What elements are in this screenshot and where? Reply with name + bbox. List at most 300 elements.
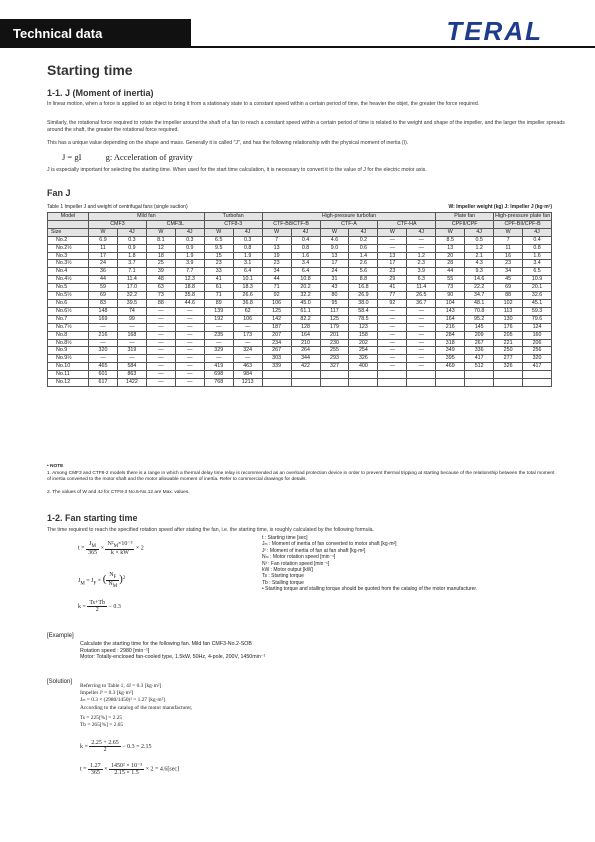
column-header: 4J	[407, 228, 436, 236]
value-cell: 125	[320, 315, 349, 323]
table-row	[48, 315, 552, 323]
value-cell: 1.2	[465, 244, 494, 252]
value-cell: 16	[494, 252, 523, 260]
value-cell: 318	[436, 339, 465, 347]
value-cell: 235	[204, 331, 233, 339]
value-cell: —	[204, 323, 233, 331]
value-cell	[378, 371, 407, 379]
value-cell: 8.1	[146, 236, 175, 244]
value-cell: 20.2	[291, 284, 320, 292]
subgroup-header: CTF-A	[320, 220, 378, 228]
value-cell: 45.1	[523, 299, 552, 307]
page-header	[0, 0, 595, 48]
note-2: 2. The values of W and 4J for CTF8-3 No.6-No.12 are Max. values.	[47, 490, 190, 495]
table-row	[48, 307, 552, 315]
value-cell: 1.4	[349, 252, 378, 260]
value-cell: 254	[349, 347, 378, 355]
value-cell: 8.5	[436, 236, 465, 244]
table-row	[48, 339, 552, 347]
value-cell: —	[175, 323, 204, 331]
value-cell: 80	[320, 292, 349, 300]
value-cell: —	[407, 236, 436, 244]
value-cell: 26.9	[349, 292, 378, 300]
value-cell: 284	[436, 331, 465, 339]
value-cell: —	[233, 339, 262, 347]
value-cell: 2.1	[465, 252, 494, 260]
value-cell: 863	[117, 371, 146, 379]
value-cell	[523, 371, 552, 379]
symbol-list	[262, 535, 477, 593]
table-caption: Table 1 Impeller J and weight of centrifugal fans (single suction)	[47, 204, 188, 210]
value-cell: 44	[436, 268, 465, 276]
value-cell: 7.1	[117, 268, 146, 276]
size-cell: No.3½	[48, 260, 89, 268]
value-cell: 63	[146, 284, 175, 292]
fan-j-table	[47, 212, 552, 387]
inertia-formula	[62, 152, 193, 162]
value-cell: —	[175, 331, 204, 339]
value-cell: 303	[262, 355, 291, 363]
value-cell: —	[146, 323, 175, 331]
value-cell: —	[378, 331, 407, 339]
value-cell: 58.4	[349, 307, 378, 315]
example-line: Rotation speed : 2980 [min⁻¹]	[80, 647, 150, 654]
value-cell: 0.8	[233, 244, 262, 252]
value-cell: —	[407, 331, 436, 339]
value-cell: 264	[291, 347, 320, 355]
value-cell: 44.6	[175, 299, 204, 307]
value-cell: 0.2	[349, 236, 378, 244]
value-cell: —	[378, 363, 407, 371]
value-cell: 160	[523, 331, 552, 339]
value-cell: 6.5	[523, 268, 552, 276]
solution-line: Jₘ = 0.3 × (2980/1450)² = 1.27 [kg·m²]	[80, 697, 166, 704]
inertia-paragraph-4: J is especially important for selecting the starting time. When used for the start time calculation, it is necessary to convert it to the value of J for the electric motor axis.	[47, 167, 427, 173]
column-header: 4J	[117, 228, 146, 236]
value-cell: 36	[89, 268, 118, 276]
column-header: W	[204, 228, 233, 236]
symbol-item: Nₘ : Motor rotation speed [min⁻¹]	[262, 554, 336, 561]
value-cell: 0.3	[175, 236, 204, 244]
value-cell: 106	[233, 315, 262, 323]
column-header: 4J	[349, 228, 378, 236]
value-cell: 73	[146, 292, 175, 300]
subgroup-header: CTF8-3	[204, 220, 262, 228]
table-row	[48, 331, 552, 339]
value-cell: 41	[378, 284, 407, 292]
table-row	[48, 299, 552, 307]
value-cell: 39	[146, 268, 175, 276]
section-heading-starting-time: 1-2. Fan starting time	[47, 513, 138, 523]
subgroup-header: CMF3L	[146, 220, 204, 228]
value-cell	[436, 379, 465, 387]
value-cell: 221	[494, 339, 523, 347]
value-cell: 465	[89, 363, 118, 371]
value-cell	[494, 379, 523, 387]
value-cell: 59.3	[523, 307, 552, 315]
header-title: Technical data	[13, 26, 103, 41]
inertia-paragraph-3: This has a unique value depending on the shape and mass. Generally it is called "J", and has the following relationship with the physical moment of inertia (I).	[47, 140, 409, 146]
value-cell: —	[378, 307, 407, 315]
value-cell: 187	[262, 323, 291, 331]
value-cell: 179	[320, 323, 349, 331]
value-cell: 23	[494, 260, 523, 268]
value-cell: 256	[523, 347, 552, 355]
value-cell: 3.7	[117, 260, 146, 268]
symbol-item: Jᶠ : Moment of inertia of fan at fan shaft [kg·m²]	[262, 547, 366, 554]
size-cell: No.2½	[48, 244, 89, 252]
value-cell: 417	[465, 355, 494, 363]
value-cell: 23	[204, 260, 233, 268]
torque-factor-formula: k = $\frac{Ts+Tb}{2}$ − 0.3	[78, 600, 121, 613]
starting-time-formula: t = $\frac{J_M}{365}$ × $\frac{N^2_M\times 10^{-3}}{k \times kW}$ × 2	[78, 540, 144, 557]
value-cell	[320, 371, 349, 379]
value-cell: —	[89, 355, 118, 363]
value-cell: —	[146, 355, 175, 363]
value-cell: —	[175, 347, 204, 355]
value-cell: 584	[117, 363, 146, 371]
value-cell: 43	[320, 284, 349, 292]
value-cell: 32.2	[291, 292, 320, 300]
value-cell: 400	[349, 363, 378, 371]
solution-text	[80, 683, 192, 729]
value-cell: 33	[204, 268, 233, 276]
value-cell: —	[146, 315, 175, 323]
value-cell: 173	[233, 331, 262, 339]
group-header: Turbofan	[204, 213, 262, 221]
value-cell: 210	[291, 339, 320, 347]
table-row	[48, 347, 552, 355]
value-cell: 326	[494, 363, 523, 371]
value-cell: 71	[204, 292, 233, 300]
group-header: High-pressure turbofan	[262, 213, 436, 221]
value-cell: —	[146, 371, 175, 379]
value-cell: 277	[494, 355, 523, 363]
size-cell: No.7	[48, 315, 89, 323]
value-cell: 0.9	[175, 244, 204, 252]
column-header: W	[146, 228, 175, 236]
value-cell: —	[407, 363, 436, 371]
value-cell: 123	[349, 323, 378, 331]
value-cell: 0.5	[465, 236, 494, 244]
value-cell: 95.2	[465, 315, 494, 323]
column-header: W	[378, 228, 407, 236]
value-cell: 74	[117, 307, 146, 315]
value-cell: 73	[436, 284, 465, 292]
value-cell: 5.6	[349, 268, 378, 276]
value-cell: 230	[320, 339, 349, 347]
table-row	[48, 323, 552, 331]
value-cell: 1422	[117, 379, 146, 387]
value-cell: 48	[146, 276, 175, 284]
value-cell	[494, 371, 523, 379]
value-cell: —	[146, 331, 175, 339]
value-cell: —	[117, 355, 146, 363]
value-cell: —	[233, 323, 262, 331]
symbol-item: Tb : Stalling torque	[262, 579, 304, 586]
size-cell: No.4½	[48, 276, 89, 284]
solution-line: Impeller Jᶠ = 0.3 [kg·m²]	[80, 690, 134, 697]
value-cell: 1.9	[175, 252, 204, 260]
model-header: Model	[48, 213, 89, 221]
value-cell: 4.3	[465, 260, 494, 268]
table-row	[48, 371, 552, 379]
table-row	[48, 355, 552, 363]
value-cell: 36.7	[407, 299, 436, 307]
symbol-item: t : Starting time [sec]	[262, 535, 308, 541]
value-cell: —	[407, 355, 436, 363]
value-cell: —	[146, 339, 175, 347]
value-cell: 95	[320, 299, 349, 307]
value-cell: 1.6	[291, 252, 320, 260]
column-header: 4J	[233, 228, 262, 236]
value-cell: —	[117, 323, 146, 331]
value-cell: 216	[89, 331, 118, 339]
solution-line: Tb = 265[%] = 2.65	[80, 722, 124, 729]
value-cell: 349	[436, 347, 465, 355]
group-header: High-pressure plate fan	[495, 213, 551, 219]
value-cell: 11	[494, 244, 523, 252]
size-cell: No.9	[48, 347, 89, 355]
value-cell: 17	[378, 260, 407, 268]
solution-line: According to the catalog of the motor manufacturer,	[80, 704, 193, 711]
value-cell: 45	[494, 276, 523, 284]
value-cell: 12.3	[175, 276, 204, 284]
value-cell: 209	[465, 331, 494, 339]
inertia-paragraph-1: In linear motion, when a force is applied to an object to bring it from a stationary state to a constant speed within a certain period of time, the heavier the objet, the greater the force required.	[47, 101, 480, 107]
value-cell: 9.3	[465, 268, 494, 276]
size-cell: No.12	[48, 379, 89, 387]
value-cell: 10.8	[291, 276, 320, 284]
value-cell: 62	[233, 307, 262, 315]
value-cell: 11.4	[407, 284, 436, 292]
value-cell: 984	[233, 371, 262, 379]
value-cell: 23	[378, 268, 407, 276]
value-cell: 267	[262, 347, 291, 355]
size-cell: No.4	[48, 268, 89, 276]
table-row	[48, 284, 552, 292]
value-cell: 0.4	[523, 236, 552, 244]
value-cell: 28	[436, 260, 465, 268]
value-cell: 113	[494, 307, 523, 315]
value-cell: 77	[378, 292, 407, 300]
value-cell: 35.8	[175, 292, 204, 300]
size-cell: No.2	[48, 236, 89, 244]
value-cell: 83	[89, 299, 118, 307]
example-line: Calculate the starting time for the following fan. Mild fan CMF3-No.2-SOB	[80, 641, 252, 647]
table-row	[48, 268, 552, 276]
value-cell: 148	[89, 307, 118, 315]
value-cell: 1213	[233, 379, 262, 387]
size-cell: No.6½	[48, 307, 89, 315]
value-cell: 2.3	[407, 260, 436, 268]
value-cell: 1.8	[117, 252, 146, 260]
value-cell: 41	[204, 276, 233, 284]
table-row	[48, 252, 552, 260]
value-cell: 168	[117, 331, 146, 339]
value-cell: 469	[436, 363, 465, 371]
value-cell: 124	[523, 323, 552, 331]
symbol-item: • Starting torque and stalling torque should be quoted from the catalog of the motor manufacturer.	[262, 586, 478, 593]
value-cell: —	[204, 355, 233, 363]
value-cell: 13	[320, 252, 349, 260]
subgroup-header: CMF3	[89, 220, 147, 228]
value-cell: 24	[89, 260, 118, 268]
value-cell: 768	[204, 379, 233, 387]
value-cell: 3.4	[291, 260, 320, 268]
value-cell: 26.6	[233, 292, 262, 300]
value-cell: 29	[378, 276, 407, 284]
value-cell: —	[89, 323, 118, 331]
size-cell: No.10	[48, 363, 89, 371]
symbol-item: kW : Motor output [kW]	[262, 567, 313, 574]
value-cell: —	[378, 244, 407, 252]
value-cell: —	[378, 339, 407, 347]
value-cell: 12	[146, 244, 175, 252]
value-cell	[349, 379, 378, 387]
value-cell: 698	[204, 371, 233, 379]
table-row	[48, 244, 552, 252]
value-cell: 216	[436, 323, 465, 331]
column-header: 4J	[465, 228, 494, 236]
value-cell: 78.5	[349, 315, 378, 323]
value-cell: 6.9	[89, 236, 118, 244]
value-cell: 250	[494, 347, 523, 355]
value-cell: 201	[320, 331, 349, 339]
value-cell: 8.8	[349, 276, 378, 284]
starting-time-intro: The time required to reach the specified rotation speed after stating the fan, i.e. the starting time, is roughly calculated by the following formula.	[47, 527, 374, 533]
value-cell: 326	[349, 355, 378, 363]
solution-line: Ts = 225[%] = 2.25	[80, 714, 123, 721]
blank-header	[48, 220, 89, 228]
solution-t-formula: t = $\frac{1.27}{365}$ × $\frac{\text{1450² × 10⁻³}}{2.15 \times 1.5}$ × 2 = 4.6[sec]	[80, 762, 180, 776]
subgroup-header: CPF-BII/CPF-B	[494, 220, 552, 228]
value-cell: 90	[436, 292, 465, 300]
value-cell: 88	[146, 299, 175, 307]
value-cell: 344	[291, 355, 320, 363]
value-cell: —	[146, 379, 175, 387]
solution-label: [Solution]	[47, 679, 73, 685]
value-cell: —	[175, 307, 204, 315]
value-cell: 3.4	[523, 260, 552, 268]
symbol-item: Jₘ : Moment of inertia of fan converted to motor shaft [kg·m²]	[262, 541, 397, 548]
value-cell: —	[407, 347, 436, 355]
value-cell: 1.9	[233, 252, 262, 260]
value-cell: 10.1	[233, 276, 262, 284]
size-cell: No.11	[48, 371, 89, 379]
value-cell: 117	[320, 307, 349, 315]
value-cell: 13	[262, 244, 291, 252]
value-cell: —	[117, 339, 146, 347]
value-cell: 320	[523, 355, 552, 363]
column-header: 4J	[175, 228, 204, 236]
column-header: 4J	[291, 228, 320, 236]
value-cell: 6.4	[233, 268, 262, 276]
table-row	[48, 276, 552, 284]
size-cell: No.7½	[48, 323, 89, 331]
value-cell: 38.0	[349, 299, 378, 307]
value-cell: 3.9	[175, 260, 204, 268]
table-row	[48, 260, 552, 268]
value-cell: 9.5	[204, 244, 233, 252]
formula-note: g: Acceleration of gravity	[105, 152, 193, 162]
value-cell: 0.6	[349, 244, 378, 252]
subgroup-header: CTF-B8/CTF-B	[262, 220, 320, 228]
value-cell: 19	[262, 252, 291, 260]
group-header: Plate fan	[436, 213, 494, 221]
section-heading-fan-j: Fan J	[47, 188, 71, 198]
size-cell: No.8½	[48, 339, 89, 347]
value-cell: 145	[465, 323, 494, 331]
value-cell: —	[378, 236, 407, 244]
value-cell: —	[378, 315, 407, 323]
value-cell	[407, 379, 436, 387]
value-cell: 267	[465, 339, 494, 347]
value-cell: 617	[89, 379, 118, 387]
value-cell: 34.7	[465, 292, 494, 300]
value-cell: 324	[233, 347, 262, 355]
value-cell: —	[204, 339, 233, 347]
value-cell	[349, 371, 378, 379]
value-cell: 32.6	[523, 292, 552, 300]
value-cell: 44	[262, 276, 291, 284]
value-cell: 18	[146, 252, 175, 260]
subgroup-header: CPFII/CPF	[436, 220, 494, 228]
value-cell: 130	[494, 315, 523, 323]
size-cell: No.6	[48, 299, 89, 307]
example-label: [Example]	[47, 633, 74, 639]
value-cell: 1.6	[523, 252, 552, 260]
formula-text: J = gI	[62, 152, 82, 162]
value-cell	[262, 379, 291, 387]
value-cell: 22.2	[465, 284, 494, 292]
value-cell: 463	[233, 363, 262, 371]
value-cell: 24	[320, 268, 349, 276]
value-cell: 6.5	[204, 236, 233, 244]
value-cell: 18.8	[175, 284, 204, 292]
value-cell: 104	[436, 299, 465, 307]
inertia-paragraph-2: Similarly, the rotational force required to rotate the impeller around the shaft of a fan to reach a constant speed within a certain period of time is related to the weight and shape of the impeller, and the larger the impeller spreads around the shaft, the greater the rotational force required.	[47, 120, 565, 133]
value-cell	[291, 371, 320, 379]
value-cell: 139	[204, 307, 233, 315]
example-text	[80, 641, 265, 661]
value-cell: 79.6	[523, 315, 552, 323]
value-cell: 205	[494, 331, 523, 339]
value-cell: 14.6	[465, 276, 494, 284]
column-header: W	[494, 228, 523, 236]
value-cell	[407, 371, 436, 379]
value-cell: 61	[204, 284, 233, 292]
value-cell: 34	[494, 268, 523, 276]
size-cell: No.5½	[48, 292, 89, 300]
value-cell: 202	[349, 339, 378, 347]
value-cell: —	[233, 355, 262, 363]
value-cell: 32.2	[117, 292, 146, 300]
value-cell	[291, 379, 320, 387]
value-cell: 59	[89, 284, 118, 292]
value-cell: 419	[204, 363, 233, 371]
value-cell: 92	[378, 299, 407, 307]
value-cell: 17	[89, 252, 118, 260]
value-cell: 16.8	[349, 284, 378, 292]
table-row	[48, 292, 552, 300]
value-cell: 207	[262, 331, 291, 339]
value-cell: 395	[436, 355, 465, 363]
value-cell: —	[175, 363, 204, 371]
note-heading: • NOTE	[47, 464, 64, 469]
value-cell: 6.4	[291, 268, 320, 276]
value-cell: 206	[523, 339, 552, 347]
